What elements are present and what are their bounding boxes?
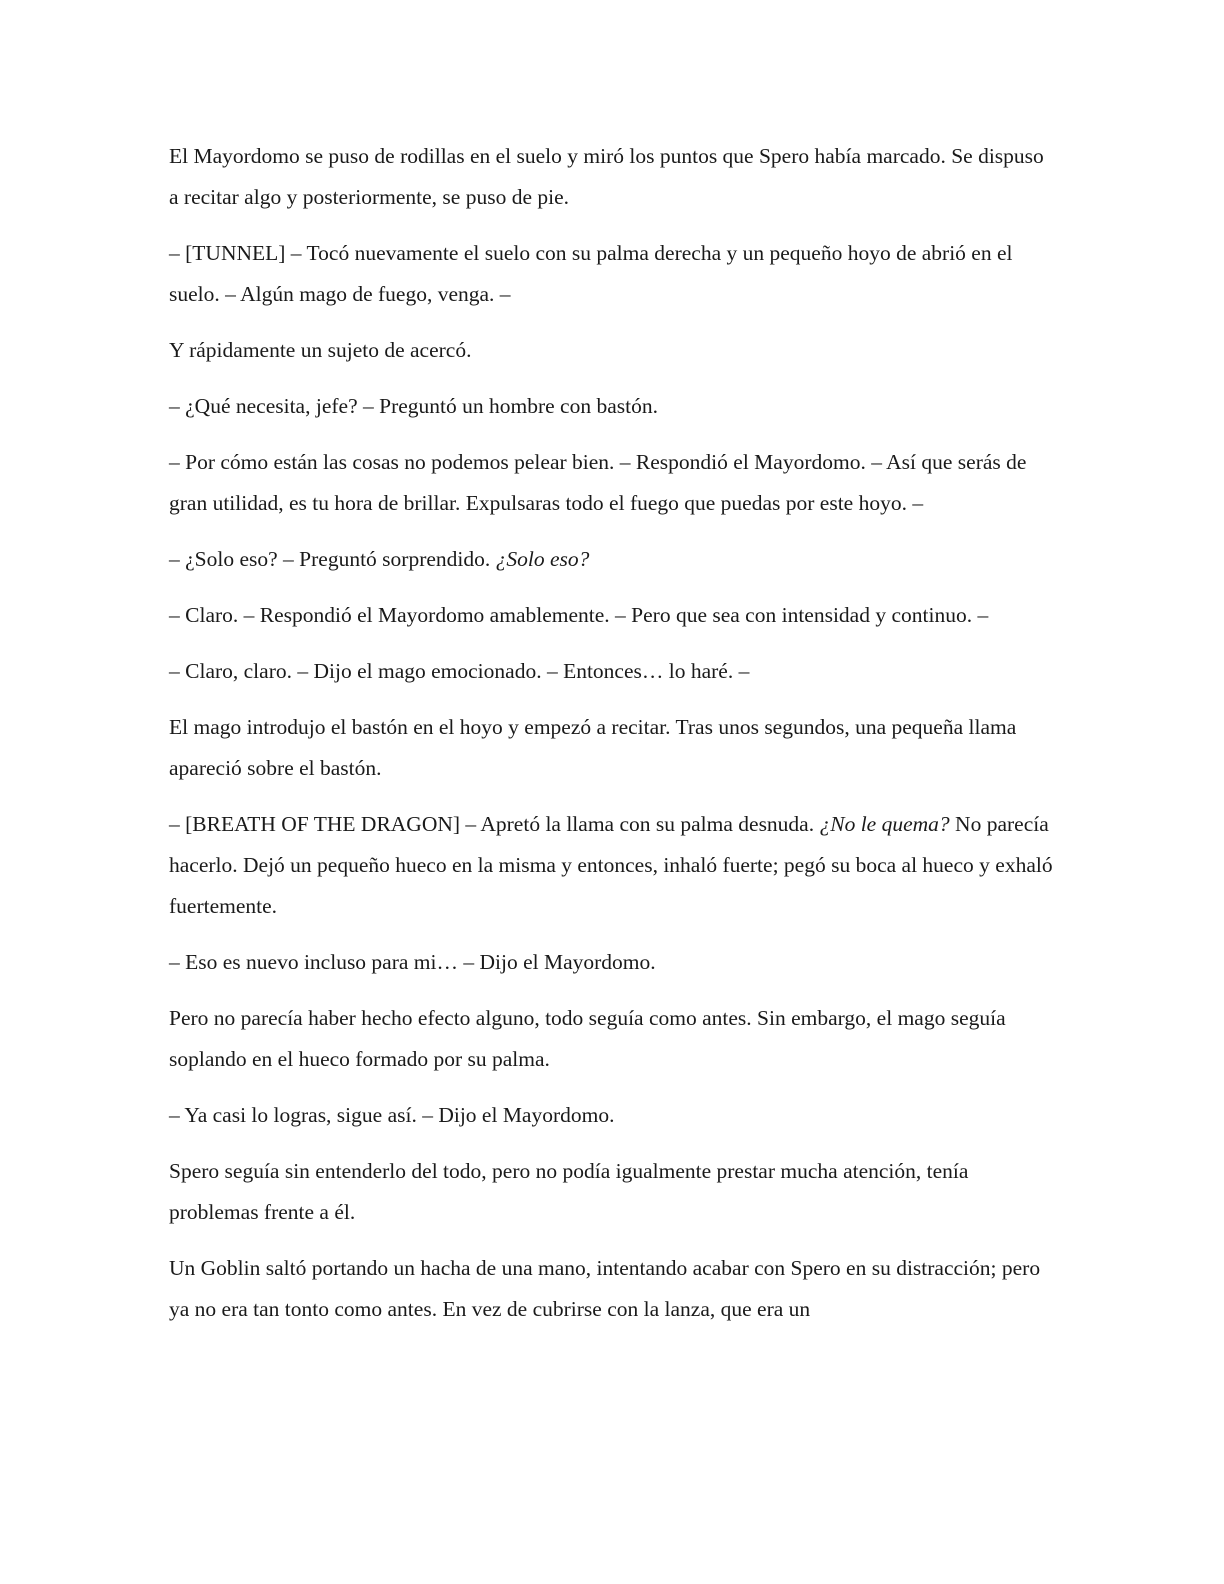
text-run: – [BREATH OF THE DRAGON] – Apretó la llama con su palma desnuda. [169, 812, 820, 836]
text-run: – Por cómo están las cosas no podemos pelear bien. – Respondió el Mayordomo. – Así que serás de gran utilidad, es tu hora de brillar. Expulsaras todo el fuego que puedas por este hoyo. – [169, 450, 1032, 515]
paragraph [169, 804, 1058, 927]
text-run: – Claro. – Respondió el Mayordomo amablemente. – Pero que sea con intensidad y continuo. – [169, 603, 989, 627]
paragraph [169, 1151, 1054, 1233]
text-run: Pero no parecía haber hecho efecto alguno, todo seguía como antes. Sin embargo, el mago seguía soplando en el hueco formado por su palma. [169, 1006, 1012, 1071]
paragraph [169, 942, 1054, 983]
text-run: – Ya casi lo logras, sigue así. – Dijo el Mayordomo. [169, 1103, 615, 1127]
italic-text: ¿Solo eso? [495, 547, 590, 571]
text-run: – Eso es nuevo incluso para mi… – Dijo el Mayordomo. [169, 950, 656, 974]
paragraph [169, 442, 1054, 524]
text-run: El Mayordomo se puso de rodillas en el suelo y miró los puntos que Spero había marcado. Se dispuso a recitar algo y posteriormente, se puso de pie. [169, 144, 1050, 209]
paragraph [169, 539, 1054, 580]
italic-text: ¿No le quema? [819, 812, 950, 836]
paragraph [169, 330, 1054, 371]
paragraph [169, 998, 1054, 1080]
paragraph [169, 651, 1054, 692]
text-run: – ¿Solo eso? – Preguntó sorprendido. [169, 547, 496, 571]
text-run: – ¿Qué necesita, jefe? – Preguntó un hombre con bastón. [169, 394, 658, 418]
text-run: Y rápidamente un sujeto de acercó. [169, 338, 472, 362]
text-run: El mago introdujo el bastón en el hoyo y empezó a recitar. Tras unos segundos, una pequeña llama apareció sobre el bastón. [169, 715, 1022, 780]
paragraph [169, 1095, 1054, 1136]
paragraph [169, 233, 1054, 315]
text-run: Spero seguía sin entenderlo del todo, pero no podía igualmente prestar mucha atención, tenía problemas frente a él. [169, 1159, 974, 1224]
body-text [169, 136, 1058, 1345]
paragraph [169, 386, 1054, 427]
paragraph [169, 595, 1054, 636]
text-run: No parecía hacerlo. Dejó un pequeño hueco en la misma y entonces, inhaló fuerte; pegó su boca al hueco y exhaló fuertemente. [169, 812, 1058, 918]
text-run: – Claro, claro. – Dijo el mago emocionado. – Entonces… lo haré. – [169, 659, 750, 683]
paragraph [169, 136, 1054, 218]
text-run: – [TUNNEL] – Tocó nuevamente el suelo con su palma derecha y un pequeño hoyo de abrió en el suelo. – Algún mago de fuego, venga. – [169, 241, 1018, 306]
text-run: Un Goblin saltó portando un hacha de una mano, intentando acabar con Spero en su distracción; pero ya no era tan tonto como antes. En vez de cubrirse con la lanza, que era un [169, 1256, 1046, 1321]
paragraph [169, 1248, 1054, 1330]
paragraph [169, 707, 1054, 789]
